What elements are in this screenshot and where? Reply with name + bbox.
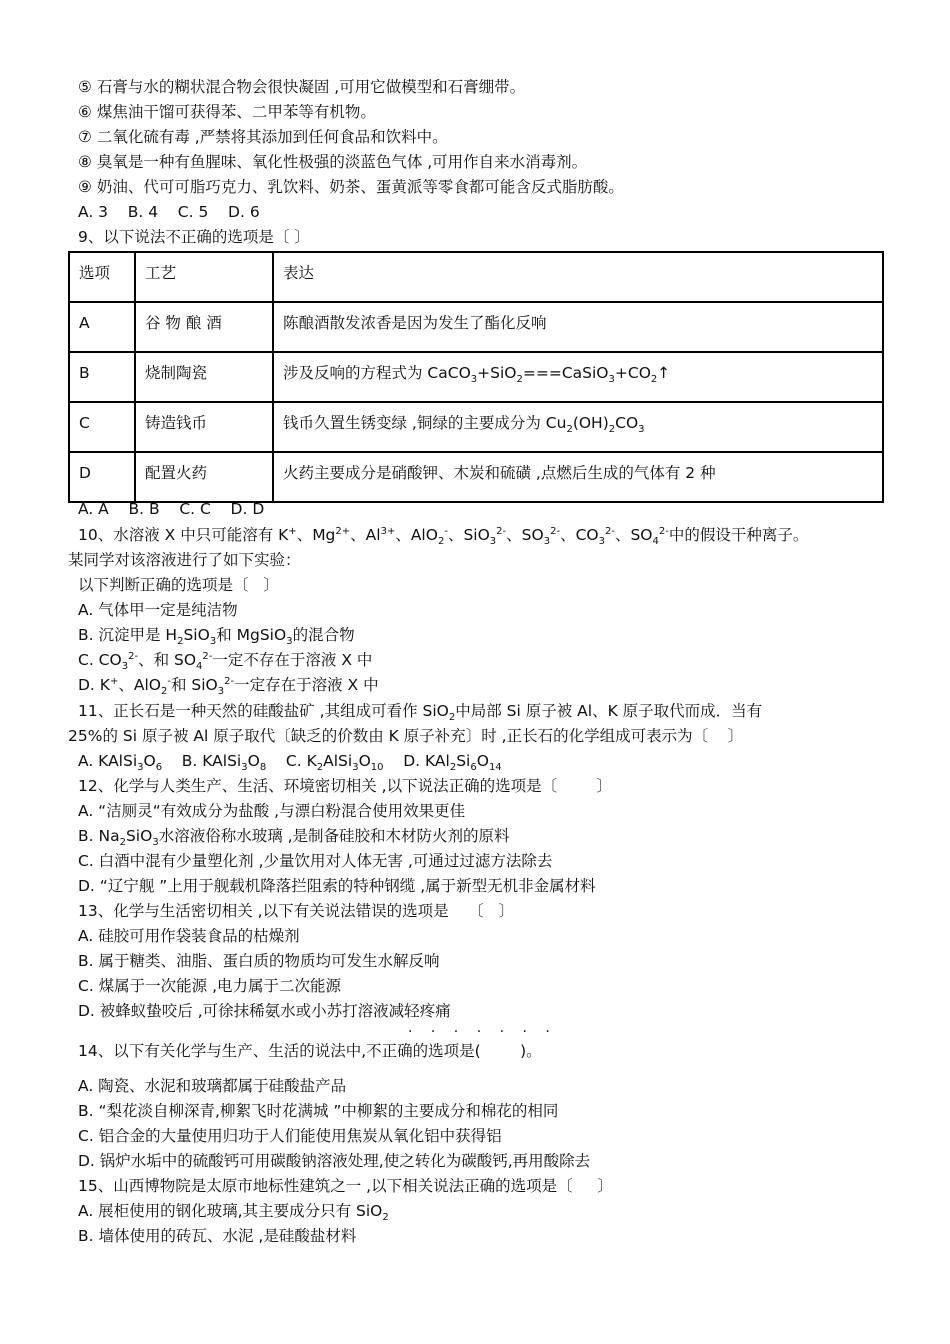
statement-8: ⑧ 臭氧是一种有鱼腥味、氧化性极强的淡蓝色气体 ,可用作自来水消毒剂。 <box>78 153 588 171</box>
q11-options: A. $KAlSi_3O_6$ B. $KAlSi_3O_8$ C. $K_2AlSi_3O_{10}$ D. $KAl_2Si_6O_{14}$ <box>78 752 502 774</box>
row-craft: 配置火药 <box>135 452 273 502</box>
q13-stem: 13、化学与生活密切相关 ,以下有关说法错误的选项是 〔 〕 <box>78 902 515 920</box>
q15-stem: 15、山西博物院是太原市地标性建筑之一 ,以下相关说法正确的选项是〔 〕 <box>78 1177 613 1195</box>
row-description: 钱币久置生锈变绿 ,铜绿的主要成分为 $Cu_2(OH)_2CO_3$ <box>273 402 883 452</box>
row-craft: 烧制陶瓷 <box>135 352 273 402</box>
q9-answer-options: A. A B. B C. C D. D <box>78 500 265 518</box>
q12-option-a: A. “洁厕灵“有效成分为盐酸 ,与漂白粉混合使用效果更佳 <box>78 802 466 820</box>
table-header-row <box>69 252 883 302</box>
q14-stem: 14、以下有关化学与生产、生活的说法中,不正确的选项是( )。 <box>78 1042 542 1060</box>
q9-stem: 9、以下说法不正确的选项是〔 〕 <box>78 228 310 246</box>
q13-option-a: A. 硅胶可用作袋装食品的枯燥剂 <box>78 927 300 945</box>
table-row <box>69 352 883 402</box>
q13-option-b: B. 属于糖类、油脂、蛋白质的物质均可发生水解反响 <box>78 952 440 970</box>
q15-option-a: A. 展柜使用的钢化玻璃,其主要成分只有 SiO$_2$ <box>78 1202 389 1224</box>
statement-7: ⑦ 二氧化硫有毒 ,严禁将其添加到任何食品和饮料中。 <box>78 128 448 146</box>
q14-option-a: A. 陶瓷、水泥和玻璃都属于硅酸盐产品 <box>78 1077 347 1095</box>
row-description: 陈酿酒散发浓香是因为发生了酯化反响 <box>273 302 883 352</box>
statement-9: ⑨ 奶油、代可可脂巧克力、乳饮料、奶茶、蛋黄派等零食都可能含反式脂肪酸。 <box>78 178 624 196</box>
table-row <box>69 302 883 352</box>
row-option: D <box>69 452 135 502</box>
q10-stem: 10、水溶液 X 中只可能溶有 K+、$Mg^{2+}$、$Al^{3+}$、AlO$_2$-、SiO$_3^{2-}$、$SO_3^{2-}$、$CO_3^{2-}$、$SO_4^{2-}$中的假设干种离子。 <box>78 525 809 548</box>
statement-6: ⑥ 煤焦油干馏可获得苯、二甲苯等有机物。 <box>78 103 376 121</box>
header-craft: 工艺 <box>135 252 273 302</box>
q11-stem-continued: 25%的 Si 原子被 Al 原子取代〔缺乏的价数由 K 原子补充〕时 ,正长石的化学组成可表示为〔 〕 <box>68 727 744 745</box>
q10-stem-continued: 某同学对该溶液进行了如下实验： <box>68 551 301 569</box>
q12-option-c: C. 白酒中混有少量塑化剂 ,少量饮用对人体无害 ,可通过过滤方法除去 <box>78 852 553 870</box>
q9-table <box>68 251 884 503</box>
q14-option-d: D. 锅炉水垢中的硫酸钙可用碳酸钠溶液处理,使之转化为碳酸钙,再用酸除去 <box>78 1152 591 1170</box>
q10-option-d: D. K+、AlO$_2$-和 SiO$_3^{2-}$一定存在于溶液 X 中 <box>78 675 379 698</box>
header-description: 表达 <box>273 252 883 302</box>
q10-option-a: A. 气体甲一定是纯洁物 <box>78 601 238 619</box>
q13-option-d: D. 被蜂蚁蛰咬后 ,可徐抹稀氨水或小苏打溶液减轻疼痛 <box>78 1002 451 1020</box>
q14-option-c: C. 铝合金的大量使用归功于人们能使用焦炭从氧化铝中获得铝 <box>78 1127 502 1145</box>
row-craft: 谷 物 酿 酒 <box>135 302 273 352</box>
row-description: 涉及反响的方程式为 $CaCO_3+SiO_2===CaSiO_3+CO_2↑$ <box>273 352 883 402</box>
q10-option-b: B. 沉淀甲是 $H_2SiO_3$和 MgSiO$_3$的混合物 <box>78 626 355 648</box>
q14-option-b: B. “梨花淡自柳深青,柳絮飞时花满城 ”中柳絮的主要成分和棉花的相同 <box>78 1102 559 1120</box>
statement-5: ⑤ 石膏与水的糊状混合物会很快凝固 ,可用它做模型和石膏绷带。 <box>78 78 526 96</box>
table-row <box>69 402 883 452</box>
q12-option-b: B. $Na_2SiO_3$水溶液俗称水玻璃 ,是制备硅胶和木材防火剂的原料 <box>78 827 510 849</box>
row-option: C <box>69 402 135 452</box>
q11-stem: 11、正长石是一种天然的硅酸盐矿 ,其组成可看作 SiO$_2$中局部 Si 原子被 Al、K 原子取代而成．当有 <box>78 702 763 724</box>
row-option: A <box>69 302 135 352</box>
emphasis-dots: · · · · · · · <box>408 1024 557 1040</box>
q10-option-c: C. $CO_3^{2-}$、和 $SO_4^{2-}$一定不存在于溶液 X 中 <box>78 650 373 673</box>
q15-option-b: B. 墙体使用的砖瓦、水泥 ,是硅酸盐材料 <box>78 1227 357 1245</box>
row-option: B <box>69 352 135 402</box>
row-description: 火药主要成分是硝酸钾、木炭和硫磺 ,点燃后生成的气体有 2 种 <box>273 452 883 502</box>
q12-option-d: D. “辽宁舰 ”上用于舰载机降落拦阻索的特种钢缆 ,属于新型无机非金属材料 <box>78 877 596 895</box>
q13-option-c: C. 煤属于一次能源 ,电力属于二次能源 <box>78 977 342 995</box>
row-craft: 铸造钱币 <box>135 402 273 452</box>
q8-answer-options: A. 3 B. 4 C. 5 D. 6 <box>78 203 260 221</box>
header-option: 选项 <box>69 252 135 302</box>
q12-stem: 12、化学与人类生产、生活、环境密切相关 ,以下说法正确的选项是〔 〕 <box>78 777 612 795</box>
table-row <box>69 452 883 502</box>
q10-ask: 以下判断正确的选项是〔 〕 <box>78 576 279 594</box>
